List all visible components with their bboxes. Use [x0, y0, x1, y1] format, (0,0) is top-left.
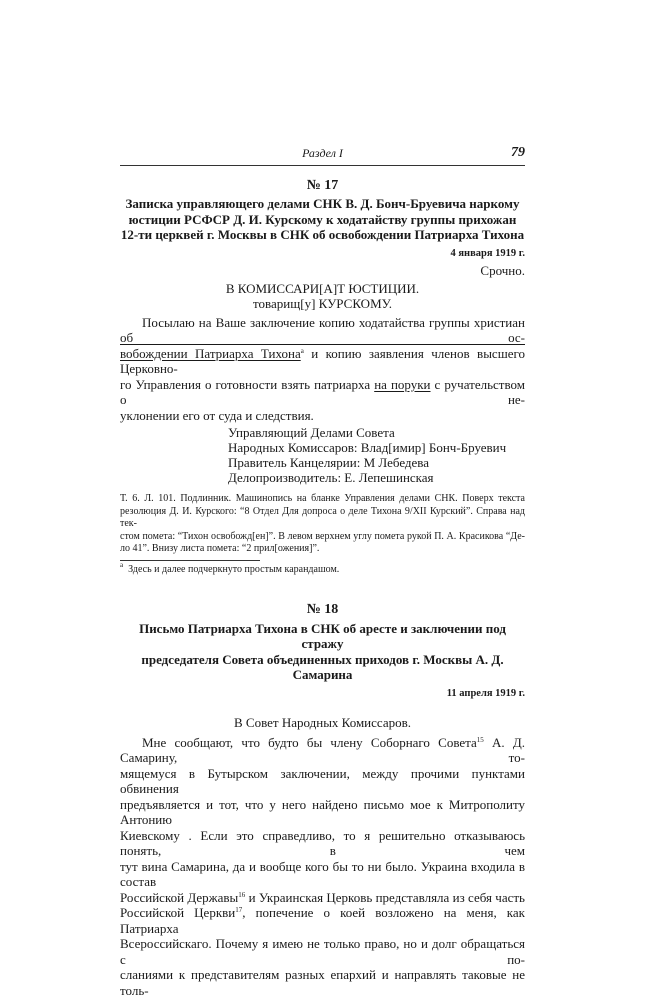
footnote-ref: 16 — [238, 891, 245, 899]
body-line: Всероссийскаго. Почему я имею не только право, но и долг обращаться с по- — [120, 936, 525, 967]
signature-line: Народных Комиссаров: Влад[имир] Бонч-Бруевич — [228, 440, 525, 455]
body-line: мящемуся в Бутырском заключении, между прочими пунктами обвинения — [120, 766, 525, 797]
text: с ручательством о не- — [120, 377, 525, 408]
footnote-mark: a — [120, 561, 123, 569]
title-line: председателя Совета объединенных приходов г. Москвы А. Д. Самарина — [120, 652, 525, 683]
body-line — [120, 315, 525, 346]
text: Российской Державы — [120, 890, 238, 905]
header-rule — [120, 165, 525, 166]
note-line: стом помета: “Тихон освобожд[ен]”. В левом верхнем углу помета рукой П. А. Красикова “Де- — [120, 531, 525, 544]
text: , попечение о коей возложено на меня, как Патриарха — [120, 905, 525, 936]
addressee: В Совет Народных Комиссаров. — [120, 715, 525, 730]
document-title — [120, 196, 525, 243]
title-line: Записка управляющего делами СНК В. Д. Бонч-Бруевича наркому — [120, 196, 525, 212]
addressee — [120, 281, 525, 311]
page-number: 79 — [511, 145, 525, 161]
body-paragraph — [120, 315, 525, 424]
footnote-text: Здесь и далее подчеркнуто простым карандашом. — [128, 564, 339, 575]
text: и копию заявления членов высшего Церковно- — [120, 346, 525, 377]
document-18 — [120, 602, 525, 998]
body-line: предъявляется и тот, что у него найдено письмо мое к Митрополиту Антонию — [120, 797, 525, 828]
body-line: сланиями к представителям разных епархий и направлять таковые не толь- — [120, 967, 525, 998]
archival-note — [120, 493, 525, 556]
body-line — [120, 377, 525, 408]
footnote-rule — [120, 560, 260, 561]
note-line: резолюция Д. И. Курского: “8 Отдел Для допроса о деле Тихона 9/XII Курский”. Справа над тек- — [120, 506, 525, 531]
underlined-text: на поруки — [374, 377, 430, 392]
document-number: № 18 — [120, 602, 525, 618]
document-17 — [120, 178, 525, 576]
footnote-ref: 17 — [235, 906, 242, 914]
signature-block — [228, 425, 525, 485]
running-header — [120, 146, 525, 162]
addressee-line: товарищ[у] КУРСКОМУ. — [120, 296, 525, 311]
note-line: ло 41”. Внизу листа помета: “2 прил[ожения]”. — [120, 543, 525, 556]
signature-line: Делопроизводитель: Е. Лепешинская — [228, 470, 525, 485]
footnote-ref: 15 — [477, 736, 484, 744]
title-line: Письмо Патриарха Тихона в СНК об аресте и заключении под стражу — [120, 621, 525, 652]
text: Российской Церкви — [120, 905, 235, 920]
document-date: 4 января 1919 г. — [120, 247, 525, 261]
document-date: 11 апреля 1919 г. — [120, 687, 525, 701]
addressee-line: В КОМИССАРИ[А]Т ЮСТИЦИИ. — [120, 281, 525, 296]
document-number: № 17 — [120, 178, 525, 194]
title-line: 12-ти церквей г. Москвы в СНК об освобождении Патриарха Тихона — [120, 227, 525, 243]
document-title — [120, 621, 525, 683]
body-line: тут вина Самарина, да и вообще кого бы то ни было. Украина входила в состав — [120, 859, 525, 890]
signature-line: Управляющий Делами Совета — [228, 425, 525, 440]
body-line — [120, 346, 525, 377]
body-paragraph — [120, 735, 525, 998]
underlined-text: вобождении Патриарха Тихона — [120, 346, 301, 361]
text: Мне сообщают, что будто бы члену Соборнаго Совета — [142, 735, 477, 750]
title-line: юстиции РСФСР Д. И. Курскому к ходатайству группы прихожан — [120, 212, 525, 228]
document-page — [120, 146, 525, 998]
urgency-mark: Срочно. — [120, 263, 525, 279]
text: А. Д. Самарину, то- — [120, 735, 525, 766]
note-line: Т. 6. Л. 101. Подлинник. Машинопись на бланке Управления делами СНК. Поверх текста — [120, 493, 525, 506]
footnote — [120, 563, 525, 576]
body-line: Киевскому . Если это справедливо, то я решительно отказываюсь понять, в чем — [120, 828, 525, 859]
body-line — [120, 735, 525, 766]
body-line: уклонении его от суда и следствия. — [120, 408, 525, 424]
section-label: Раздел I — [120, 146, 525, 161]
body-line — [120, 905, 525, 936]
text: го Управления о готовности взять патриарха — [120, 377, 374, 392]
underlined-text: об ос- — [120, 330, 525, 345]
footnote-ref: a — [301, 347, 304, 355]
signature-line: Правитель Канцелярии: М Лебедева — [228, 455, 525, 470]
text: и Украинская Церковь представляла из себя часть — [245, 890, 525, 905]
body-line — [120, 890, 525, 906]
text: Посылаю на Ваше заключение копию ходатайства группы христиан — [142, 315, 525, 330]
